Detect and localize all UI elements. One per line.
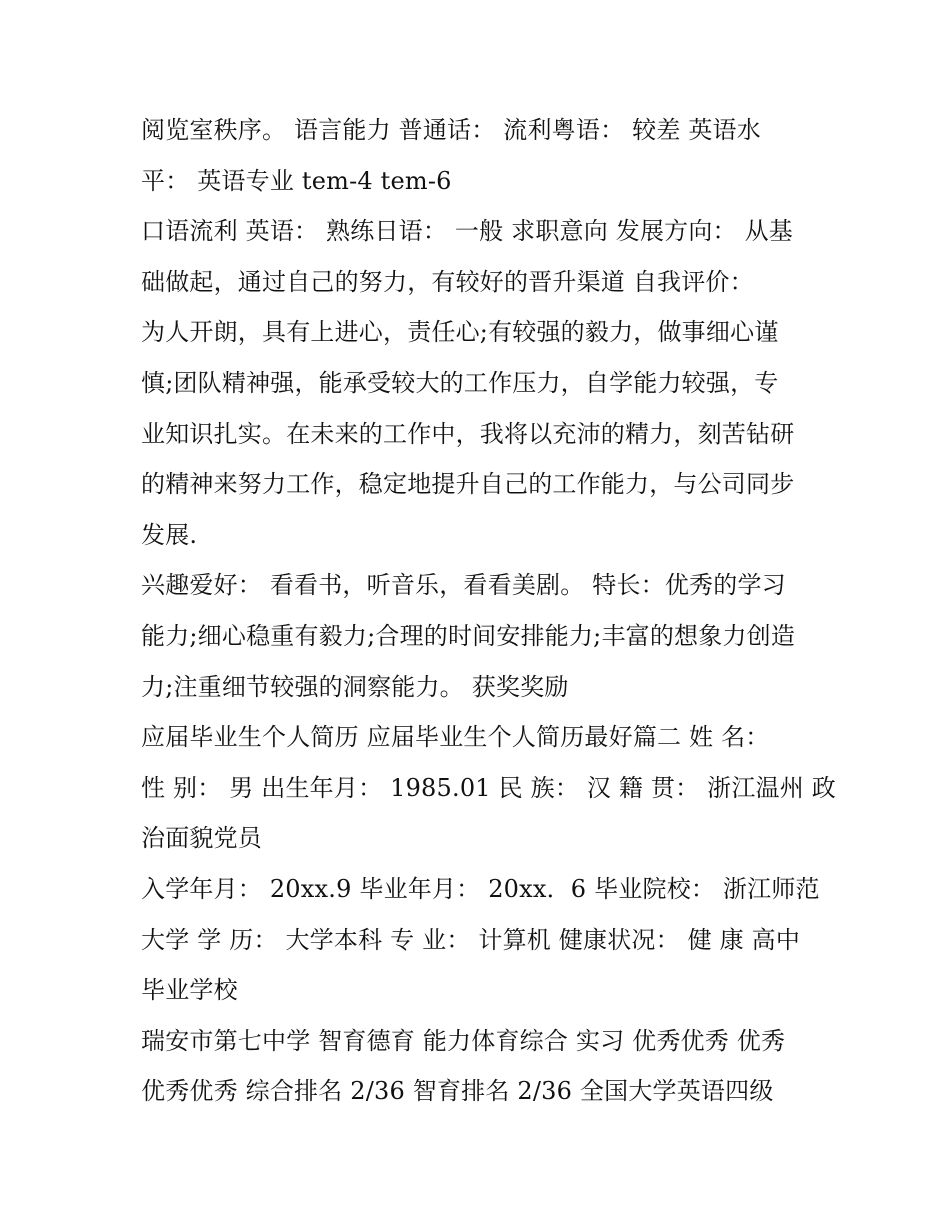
text-line: 阅览室秩序。 语言能力 普通话： 流利粤语： 较差 英语水 (141, 116, 761, 144)
text-line: 慎;团队精神强，能承受较大的工作压力，自学能力较强，专 (141, 368, 779, 397)
text-line: 础做起，通过自己的努力，有较好的晋升渠道 自我评价： (141, 267, 754, 296)
text-line: 大学 学 历： 大学本科 专 业： 计算机 健康状况： 健 康 高中 (141, 925, 801, 954)
text-line: 兴趣爱好： 看看书，听音乐，看看美剧。 特长：优秀的学习 (141, 571, 786, 600)
text-line: 毕业学校 (141, 976, 238, 1005)
text-line: 入学年月： 20xx.9 毕业年月： 20xx．6 毕业院校： 浙江师范 (141, 874, 820, 903)
text-line: 性 别： 男 出生年月： 1985.01 民 族： 汉 籍 贯： 浙江温州 政 (141, 773, 836, 802)
text-line: 能力;细心稳重有毅力;合理的时间安排能力;丰富的想象力创造 (141, 621, 796, 650)
text-line: 瑞安市第七中学 智育德育 能力体育综合 实习 优秀优秀 优秀 (141, 1026, 786, 1055)
text-line: 力;注重细节较强的洞察能力。 获奖奖励 (141, 672, 569, 701)
text-line: 应届毕业生个人简历 应届毕业生个人简历最好篇二 姓 名： (141, 723, 770, 752)
text-line: 平： 英语专业 tem-4 tem-6 (141, 166, 452, 195)
text-line: 口语流利 英语： 熟练日语： 一般 求职意向 发展方向： 从基 (141, 217, 793, 246)
text-line: 发展. (141, 520, 198, 549)
text-line: 治面貌党员 (141, 824, 262, 853)
document-body (141, 105, 836, 1117)
text-line: 优秀优秀 综合排名 2/36 智育排名 2/36 全国大学英语四级 (141, 1077, 774, 1106)
text-line: 业知识扎实。在未来的工作中，我将以充沛的精力，刻苦钻研 (141, 419, 795, 448)
text-line: 为人开朗，具有上进心，责任心;有较强的毅力，做事细心谨 (141, 318, 779, 347)
text-line: 的精神来努力工作，稳定地提升自己的工作能力，与公司同步 (141, 470, 795, 499)
